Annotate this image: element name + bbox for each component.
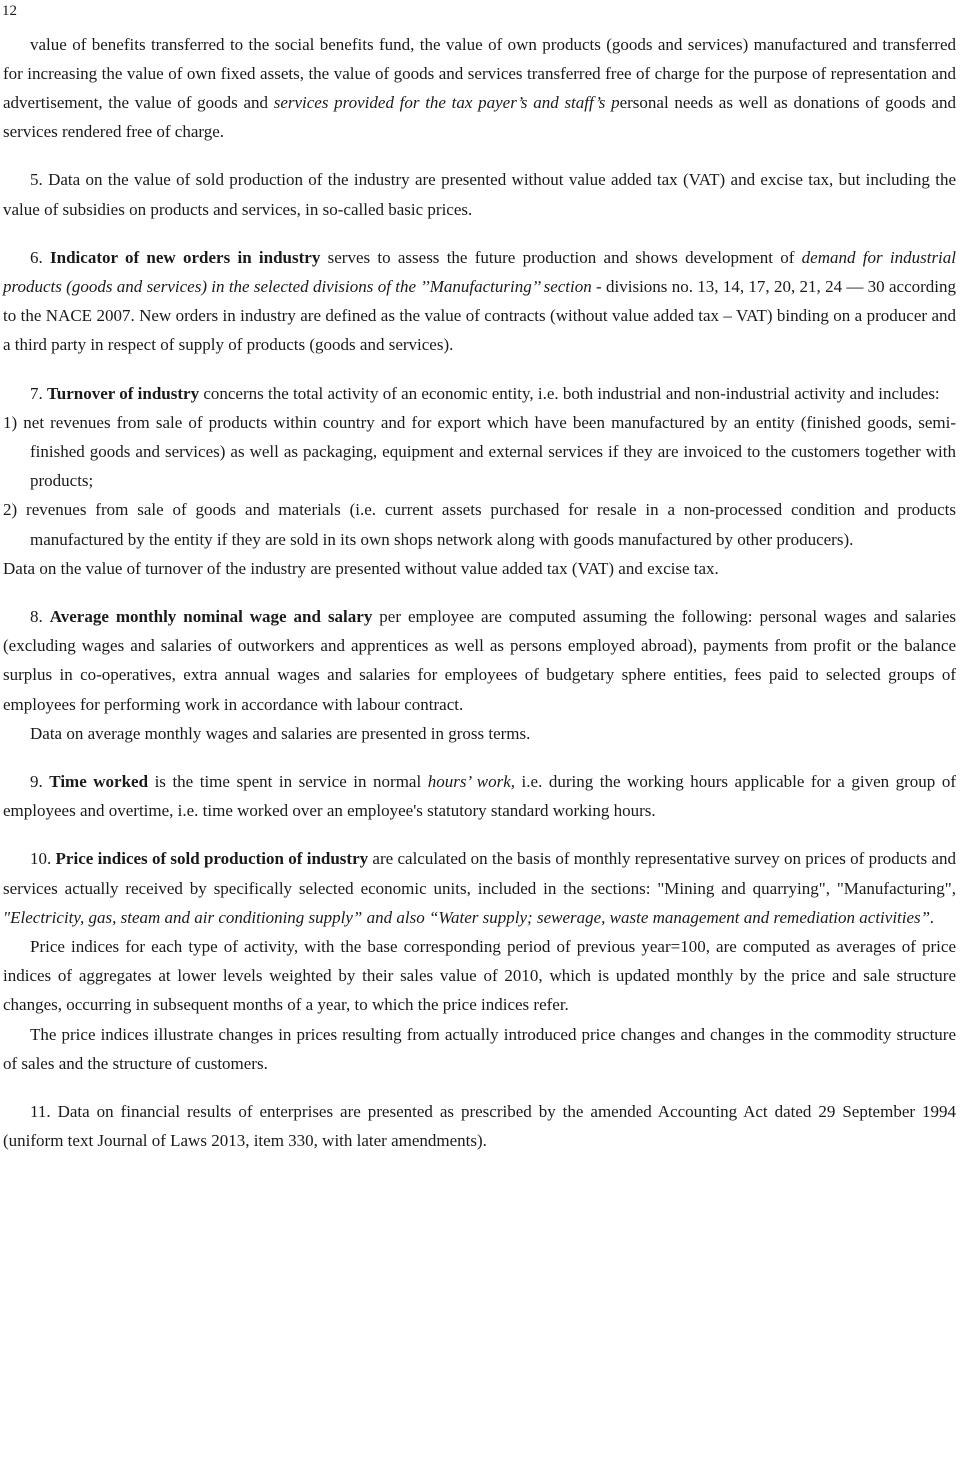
- paragraph-11: 11. Data on financial results of enterprises are presented as prescribed by the amended Accounting Act dated 29 September 1994 (uniform text Journal of Laws 2013, item 330, with later amendments).: [3, 1102, 956, 1151]
- p7-list-item-2: 2) revenues from sale of goods and materials (i.e. current assets purchased for resale in a non-processed condition and products manufactured by the entity if they are sold in its own shops network along with goods manufactured by other producers).: [3, 500, 956, 549]
- paragraph-5: 5. Data on the value of sold production of the industry are presented without value added tax (VAT) and excise tax, but including the value of subsidies on products and services, in so-called basic prices.: [3, 170, 956, 219]
- document-body: [3, 30, 956, 1156]
- p8-text: per employee are computed assuming the following: personal wages and salaries (excluding wages and salaries of outworkers and apprentices as well as persons employed abroad), payments from profit or the balance surplus in co-operatives, extra annual wages and salaries for employees of budgetary sphere entities, fees paid to selected groups of employees for performing work in accordance with labour contract.: [3, 606, 956, 714]
- p4-text: value of benefits transferred to the social benefits fund, the value of own products (goods and services) manufactured and transferred for increasing the value of own fixed assets, the value of goods and services transferred free of charge for the purpose of representation and advertisement, the value of goods and: [3, 34, 956, 112]
- p6-term: Indicator of new orders in industry: [50, 247, 321, 267]
- p6-text-b: divisions no. 13, 14, 17, 20, 21, 24 — 30 according to the NACE 2007. New orders in industry are defined as the value of contracts (without value added tax – VAT) binding on a producer and a third party in respect of supply of products (goods and services).: [3, 276, 957, 355]
- p7-text: concerns the total activity of an economic entity, i.e. both industrial and non-industrial activity and includes:: [199, 383, 940, 403]
- p4-italic: services provided for the tax payer’s and staff’s p: [273, 92, 620, 112]
- paragraph-4-continued: [3, 30, 956, 147]
- p10-text-a: are calculated on the basis of monthly representative survey on prices of products and services actually received by specifically selected economic units, included in the sections: "Mining and quarrying", "Manufacturing",: [3, 849, 957, 898]
- p9-text-a: is the time spent in service in normal: [148, 771, 428, 791]
- p9-italic: hours’ work,: [427, 771, 516, 791]
- p9-text-b: i.e. during the working hours applicable for a given group of employees and overtime, i.e. time worked over an employee's statutory standard working hours.: [3, 771, 956, 821]
- p6-italic: demand for industrial products (goods and services) in the selected divisions of the ’’Manufacturing’’ section -: [3, 247, 957, 296]
- p10-italic: "Electricity, gas, steam and air conditioning supply” and also “Water supply; sewerage, waste management and remediation activities”.: [3, 907, 935, 927]
- p6-text-a: serves to assess the future production and shows development of: [320, 247, 802, 267]
- p10-number: 10.: [30, 849, 56, 869]
- p8-term: Average monthly nominal wage and salary: [49, 606, 373, 626]
- p8-note: Data on average monthly wages and salaries are presented in gross terms.: [30, 723, 531, 743]
- p4-text-rest: ersonal needs as well as donations of goods and services rendered free of charge.: [3, 92, 956, 142]
- paragraph-10: [3, 844, 956, 932]
- p7-list-item-1: 1) net revenues from sale of products within country and for export which have been manufactured by an entity (finished goods, semi-finished goods and services) as well as packaging, equipment and external services if they are invoiced to the customers together with products;: [3, 412, 956, 491]
- p7-number: 7.: [30, 383, 47, 403]
- p9-term: Time worked: [49, 771, 149, 791]
- p9-number: 9.: [30, 771, 50, 791]
- p7-note: Data on the value of turnover of the industry are presented without value added tax (VAT) and excise tax.: [3, 558, 719, 578]
- paragraph-8: [3, 602, 956, 719]
- paragraph-7: [3, 379, 956, 408]
- paragraph-9: [3, 767, 956, 825]
- page-number: 12: [2, 3, 17, 19]
- p7-term: Turnover of industry: [47, 383, 200, 403]
- p6-number: 6.: [30, 247, 51, 267]
- p10-paragraph-2: Price indices for each type of activity, with the base corresponding period of previous year=100, are computed as averages of price indices of aggregates at lower levels weighted by their sales value of 2010, which is updated monthly by the price and sale structure changes, occurring in subsequent months of a year, to which the price indices refer.: [3, 936, 956, 1015]
- p10-paragraph-3: The price indices illustrate changes in prices resulting from actually introduced price changes and changes in the commodity structure of sales and the structure of customers.: [3, 1024, 956, 1073]
- p8-number: 8.: [30, 606, 50, 626]
- paragraph-6: [3, 243, 956, 360]
- p10-term: Price indices of sold production of industry: [55, 849, 369, 869]
